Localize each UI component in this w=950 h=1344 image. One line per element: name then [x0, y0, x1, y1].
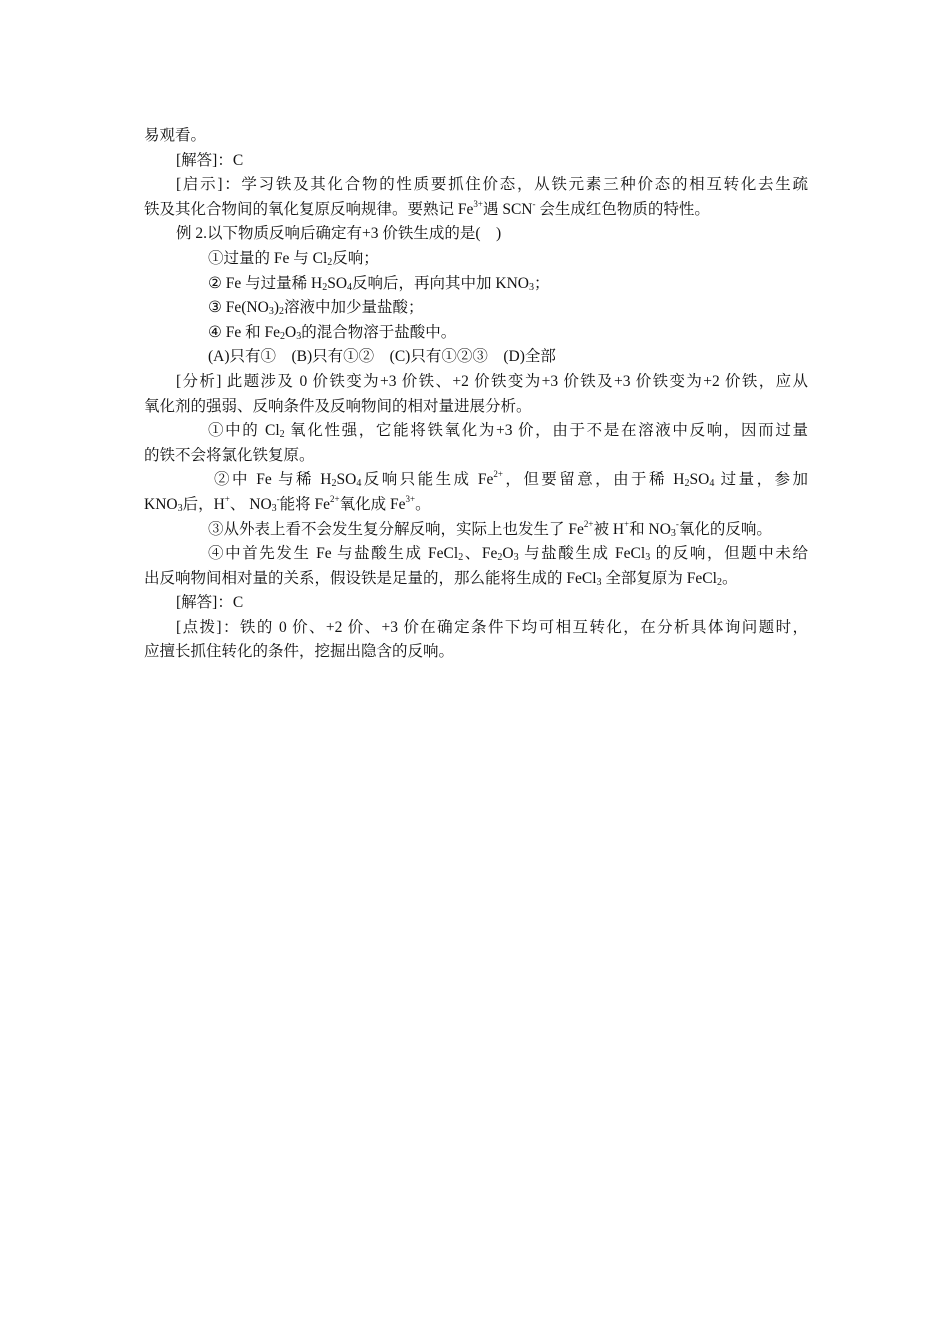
analysis-line: ④中首先发生 Fe 与盐酸生成 FeCl$_2$、$Fe_2O_3$ 与盐酸生成 FeCl$_3$ 的反响，但题中未给 — [208, 545, 808, 564]
example-question: 例 2.以下物质反响后确定有+3 价铁生成的是( ) — [176, 225, 502, 243]
hint-line: [启示]：学习铁及其化合物的性质要抓住价态，从铁元素三种价态的相互转化去生疏 — [176, 176, 808, 194]
answer-line: [解答]：C — [176, 594, 244, 612]
tip-line: [点拨]：铁的 0 价、+2 价、+3 价在确定条件下均可相互转化，在分析具体询问题时， — [176, 618, 808, 636]
analysis-line-cont: 出反响物间相对量的关系，假设铁是足量的，那么能将生成的 FeCl$_3$ 全部复原为 FeCl$_2$。 — [144, 569, 738, 588]
text-line: 易观看。 — [144, 127, 207, 144]
option-line: ①过量的 Fe 与 $Cl_2$反响； — [208, 249, 379, 268]
analysis-line-cont: $KNO_3$后，H+、 $NO_3^-$能将 $Fe^{2+}$氧化成 $Fe^{3+}$。 — [144, 493, 431, 514]
analysis-line: ①中的 $Cl_2$ 氧化性强，它能将铁氧化为+3 价，由于不是在溶液中反响，因而过量 — [208, 422, 808, 441]
analysis-line-cont: 的铁不会将氯化铁复原。 — [144, 446, 315, 464]
hint-line-cont: 铁及其化合物间的氧化复原反响规律。要熟记 $Fe^{3+}$遇 SCN- 会生成红色物质的特性。 — [144, 198, 710, 218]
choices-line: (A)只有① (B)只有①② (C)只有①②③ (D)全部 — [208, 348, 556, 366]
option-line: ④ Fe 和 $Fe_2O_3$的混合物溶于盐酸中。 — [208, 323, 457, 342]
analysis-line-cont: 氧化剂的强弱、反响条件及反响物间的相对量进展分析。 — [144, 397, 532, 415]
option-line: ② Fe 与过量稀 $H_2SO_4$反响后，再向其中加 $KNO_3$； — [208, 274, 550, 293]
analysis-line: [分析] 此题涉及 0 价铁变为+3 价铁、+2 价铁变为+3 价铁及+3 价铁变为+2 价铁，应从 — [176, 372, 808, 390]
answer-line: [解答]：C — [176, 151, 244, 169]
analysis-line: ②中 Fe 与稀 $H_2SO_4$反响只能生成 $Fe^{2+}$，但要留意，由于稀 $H_2SO_4$ 过量，参加 — [214, 469, 808, 490]
analysis-line: ③从外表上看不会发生复分解反响，实际上也发生了 $Fe^{2+}$被 H+和 $NO_3^-$氧化的反响。 — [208, 518, 772, 539]
option-line: ③ $Fe(NO_3)_2$溶液中加少量盐酸； — [208, 299, 424, 318]
document-body — [144, 124, 808, 665]
tip-line-cont: 应擅长抓住转化的条件，挖掘出隐含的反响。 — [144, 643, 455, 661]
